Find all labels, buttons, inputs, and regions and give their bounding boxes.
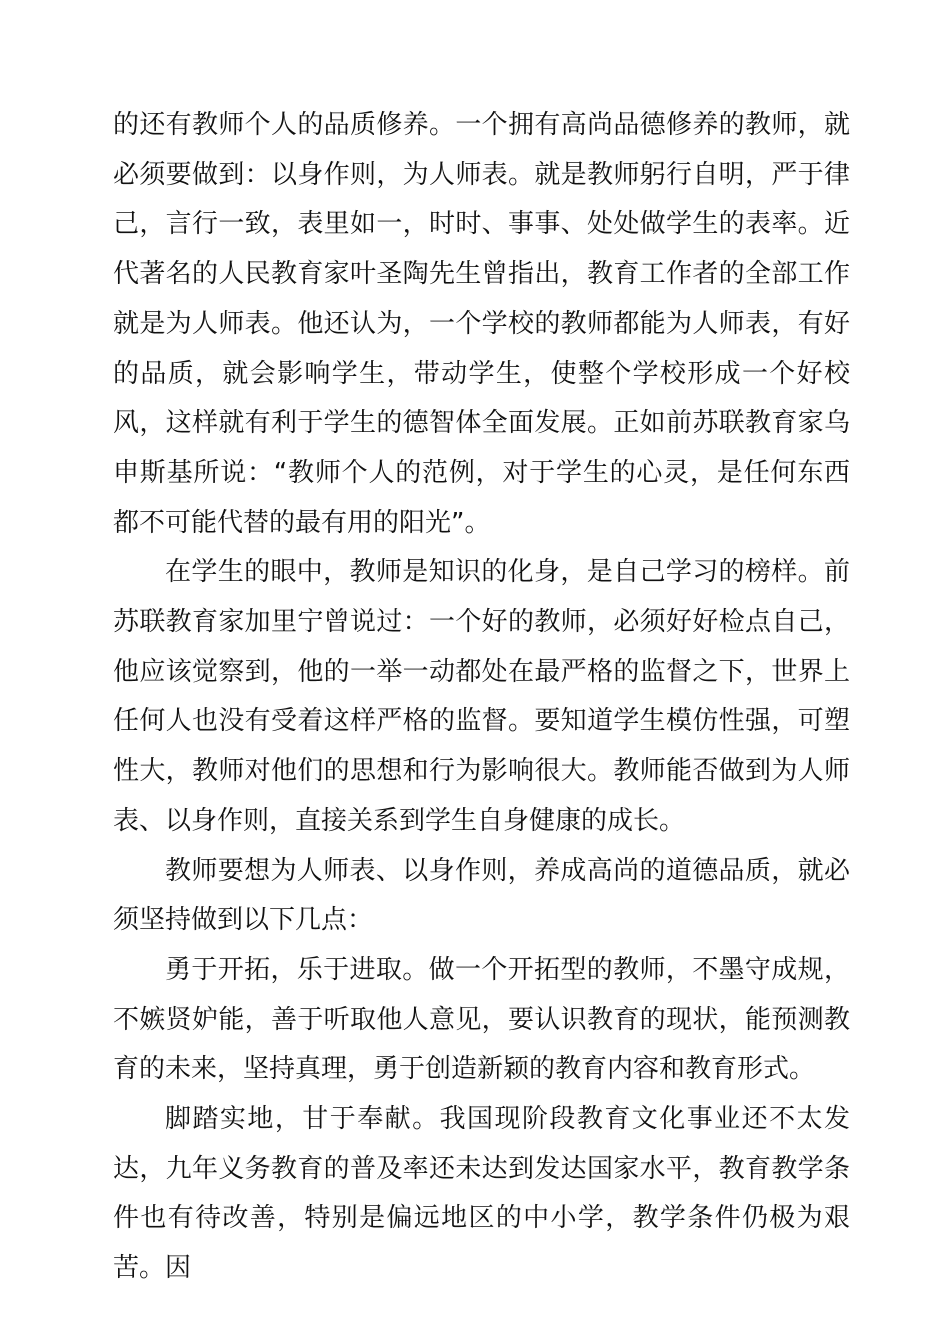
paragraph-4: 勇于开拓，乐于进取。做一个开拓型的教师，不墨守成规，不嫉贤妒能，善于听取他人意见，要认识教育的现状，能预测教育的未来，坚持真理，勇于创造新颖的教育内容和教育形式。 xyxy=(113,954,850,1085)
paragraph-3: 教师要想为人师表、以身作则，养成高尚的道德品质，就必须坚持做到以下几点： xyxy=(113,855,850,936)
paragraph-2: 在学生的眼中，教师是知识的化身，是自己学习的榜样。前苏联教育家加里宁曾说过：一个好的教师，必须好好检点自己，他应该觉察到，他的一举一动都处在最严格的监督之下，世界上任何人也没有受着这样严格的监督。要知道学生模仿性强，可塑性大，教师对他们的思想和行为影响很大。教师能否做到为人师表、以身作则，直接关系到学生自身健康的成长。 xyxy=(113,557,850,836)
paragraph-1: 的还有教师个人的品质修养。一个拥有高尚品德修养的教师，就必须要做到：以身作则，为人师表。就是教师躬行自明，严于律己，言行一致，表里如一，时时、事事、处处做学生的表率。近代著名的人民教育家叶圣陶先生曾指出，教育工作者的全部工作就是为人师表。他还认为，一个学校的教师都能为人师表，有好的品质，就会影响学生，带动学生，使整个学校形成一个好校风，这样就有利于学生的德智体全面发展。正如前苏联教育家乌申斯基所说：“教师个人的范例，对于学生的心灵，是任何东西都不可能代替的最有用的阳光”。 xyxy=(113,110,850,538)
body-text xyxy=(113,101,850,1294)
paragraph-5: 脚踏实地，甘于奉献。我国现阶段教育文化事业还不太发达，九年义务教育的普及率还未达到发达国家水平，教育教学条件也有待改善，特别是偏远地区的中小学，教学条件仍极为艰苦。因 xyxy=(113,1104,850,1284)
